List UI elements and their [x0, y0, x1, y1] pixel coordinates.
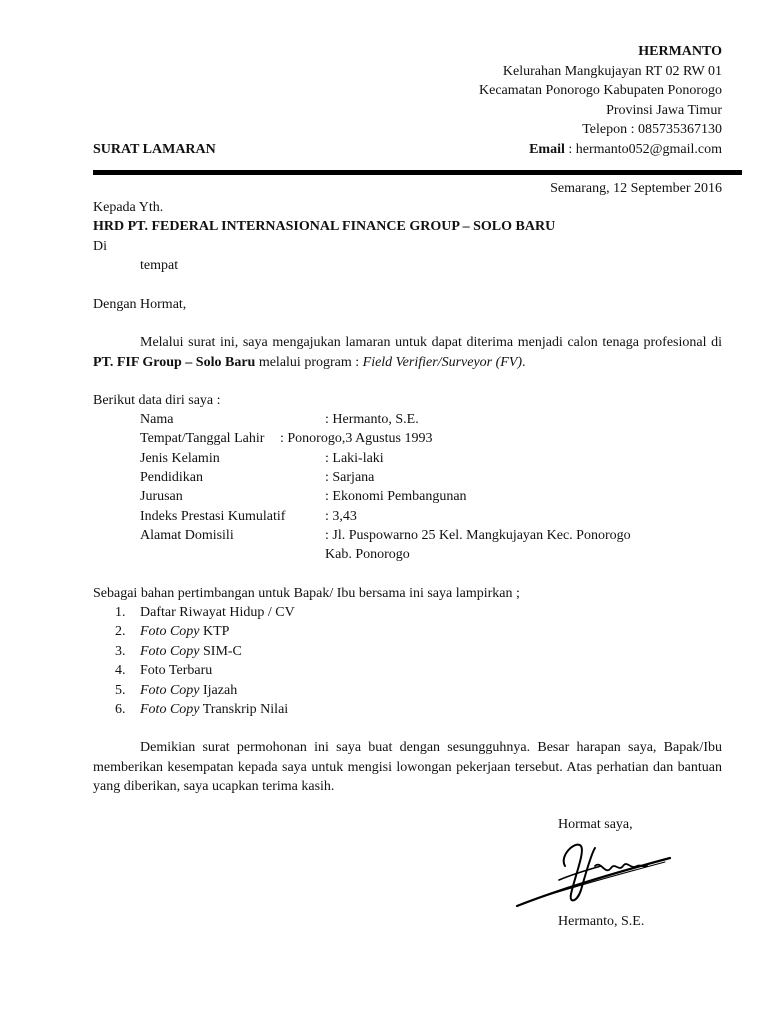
signer-name: Hermanto, S.E.	[558, 914, 645, 929]
date-line: Semarang, 12 September 2016	[550, 181, 722, 196]
attachment-number: 5.	[115, 682, 126, 698]
sender-name: HERMANTO	[638, 44, 722, 59]
personal-data-label: Indeks Prestasi Kumulatif	[140, 508, 286, 524]
email-label: Email	[529, 141, 565, 157]
attachment-number: 3.	[115, 643, 126, 659]
recipient-line-2: HRD PT. FEDERAL INTERNASIONAL FINANCE GROUP – SOLO BARU	[93, 219, 556, 234]
personal-data-label: Jurusan	[140, 489, 183, 505]
attachment-item	[115, 642, 242, 661]
sender-phone: Telepon : 085735367130	[582, 122, 722, 137]
sender-email	[362, 140, 722, 160]
data-intro: Berikut data diri saya :	[93, 393, 221, 408]
recipient-line-4: tempat	[140, 258, 179, 273]
attachment-item	[115, 603, 295, 622]
sender-address-1: Kelurahan Mangkujayan RT 02 RW 01	[502, 63, 722, 79]
personal-data-label: Tempat/Tanggal Lahir	[140, 431, 265, 447]
closing-paragraph: Demikian surat permohonan ini saya buat dengan sesungguhnya. Besar harapan saya, Bapak/Ibu memberikan kesempatan kepada saya untuk mengisi lowongan pekerjaan tersebut. Atas perhatian dan bantuan yang diberikan, saya ucapkan terima kasih.	[93, 740, 722, 794]
personal-data-value: : Sarjana	[325, 469, 375, 485]
personal-data-label: Alamat Domisili	[140, 527, 234, 543]
document-title: SURAT LAMARAN	[93, 142, 216, 157]
attachment-text: Daftar Riwayat Hidup / CV	[140, 605, 295, 620]
signoff: Hormat saya,	[558, 817, 633, 832]
sender-address-3: Provinsi Jawa Timur	[606, 102, 722, 118]
attachment-number: 1.	[115, 605, 126, 620]
personal-data-label: Nama	[140, 412, 174, 427]
attachment-number: 4.	[115, 663, 126, 679]
signature-image	[515, 836, 675, 911]
address-continuation: Kab. Ponorogo	[325, 547, 410, 562]
recipient-line-1: Kepada Yth.	[93, 200, 164, 215]
header-divider	[93, 170, 742, 175]
attachment-italic: Foto Copy	[140, 643, 200, 659]
personal-data-value: : Jl. Puspowarno 25 Kel. Mangkujayan Kec. Ponorogo	[325, 527, 631, 543]
company-name: PT. FIF Group – Solo Baru	[93, 354, 256, 370]
attachment-item	[115, 681, 237, 700]
attachment-text: SIM-C	[199, 643, 242, 659]
attachment-number: 2.	[115, 624, 126, 640]
personal-data-value: : Ekonomi Pembangunan	[325, 489, 467, 505]
attachment-text: KTP	[199, 624, 230, 640]
personal-data-value: : Laki-laki	[325, 450, 384, 466]
personal-data-label: Pendidikan	[140, 469, 203, 485]
personal-data-value: : 3,43	[325, 508, 357, 524]
sender-address-2: Kecamatan Ponorogo Kabupaten Ponorogo	[479, 83, 722, 98]
greeting: Dengan Hormat,	[93, 297, 187, 312]
attachment-italic: Foto Copy	[140, 682, 200, 698]
attachment-italic: Foto Copy	[140, 702, 200, 717]
program-name: Field Verifier/Surveyor (FV)	[362, 354, 523, 370]
attachment-item	[115, 622, 229, 641]
personal-data-value: : Ponorogo,3 Agustus 1993	[280, 431, 433, 447]
attachment-item	[115, 661, 212, 680]
attachment-text: Ijazah	[199, 682, 238, 698]
intro-paragraph: Melalui surat ini, saya mengajukan lamaran untuk dapat diterima menjadi calon tenaga profesional di PT. FIF Group – Solo Baru melalui program : Field Verifier/Surveyor (FV).	[93, 335, 722, 370]
attachment-item	[115, 700, 288, 719]
email-value: : hermanto052@gmail.com	[564, 141, 722, 157]
personal-data-value: : Hermanto, S.E.	[325, 412, 419, 427]
attachment-text: Transkrip Nilai	[199, 702, 289, 717]
sender-block	[362, 42, 722, 159]
recipient-line-3: Di	[93, 239, 107, 254]
attachment-number: 6.	[115, 702, 126, 717]
attachments-intro: Sebagai bahan pertimbangan untuk Bapak/ Ibu bersama ini saya lampirkan ;	[93, 586, 520, 601]
attachment-italic: Foto Copy	[140, 624, 200, 640]
attachment-text: Foto Terbaru	[140, 663, 213, 679]
personal-data-label: Jenis Kelamin	[140, 450, 220, 466]
